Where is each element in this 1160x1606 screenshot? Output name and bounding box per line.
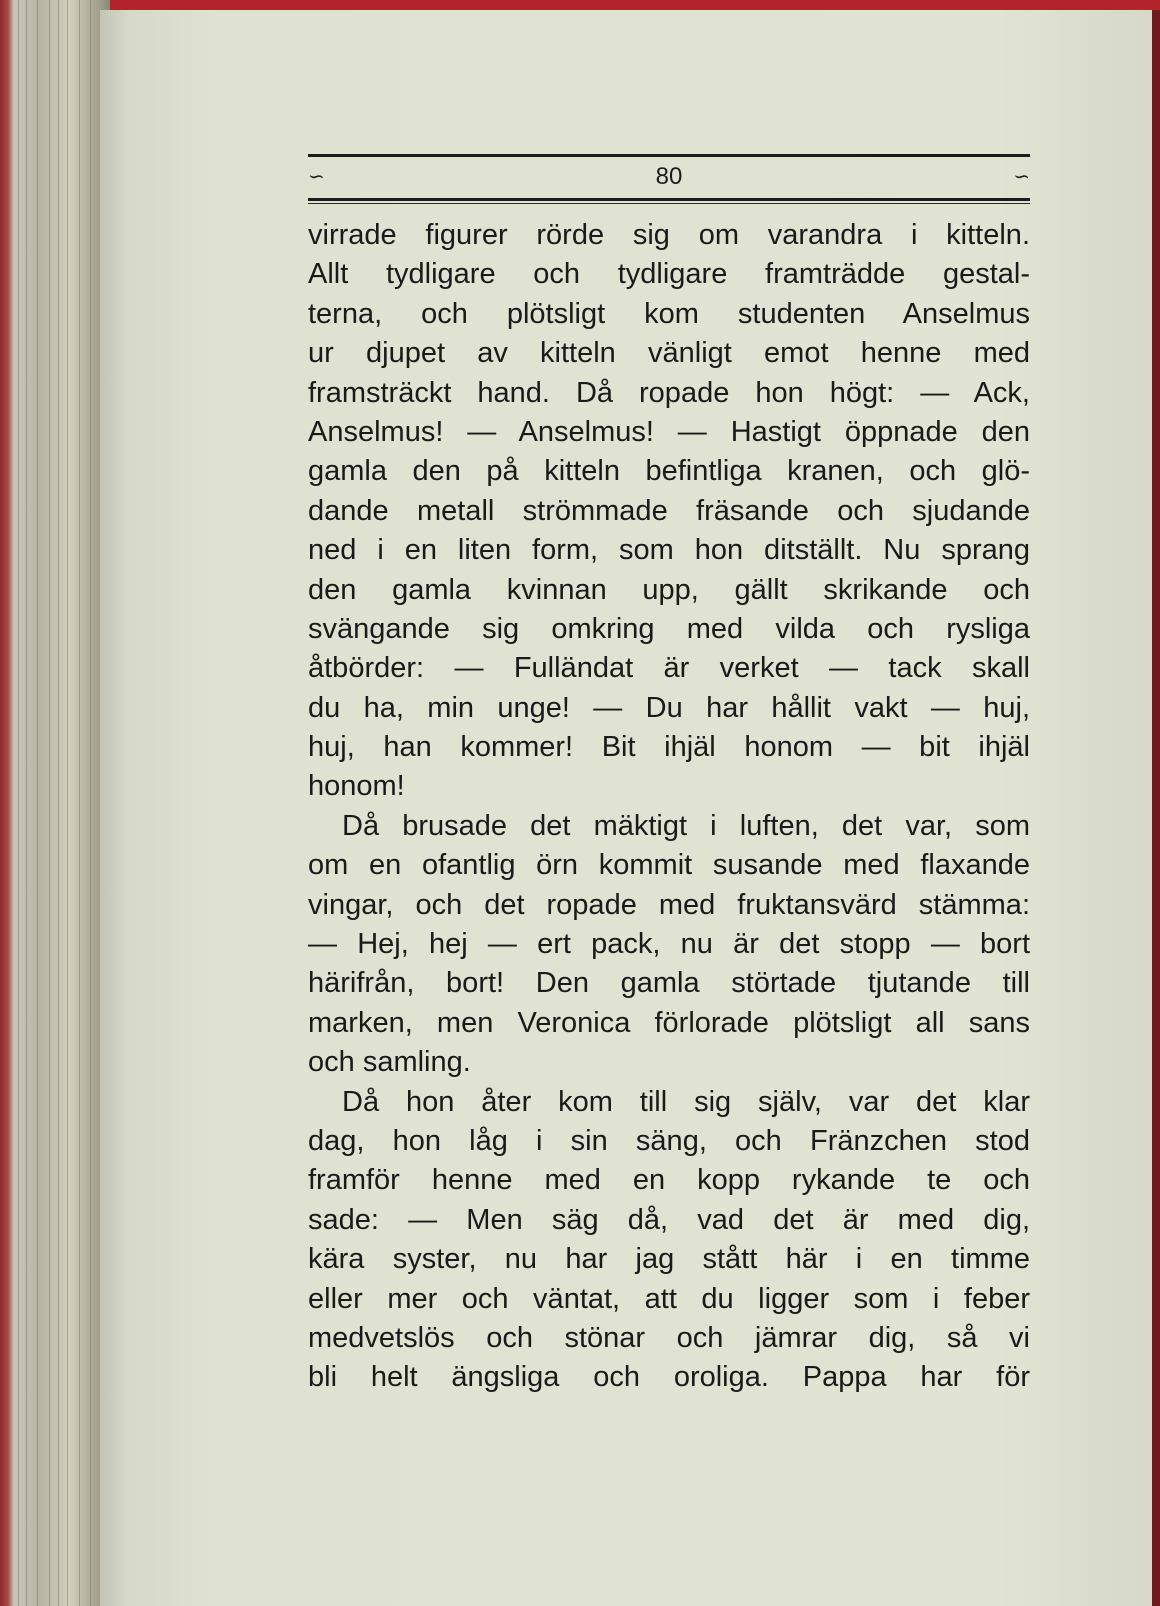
text-line: framsträckt hand. Då ropade hon högt: — Ack, [308, 376, 1030, 409]
text-line: dande metall strömmade fräsande och sjudande [308, 494, 1030, 527]
text-line: den gamla kvinnan upp, gällt skrikande och [308, 573, 1030, 606]
text-line: medvetslös och stönar och jämrar dig, så vi [308, 1321, 1030, 1354]
text-line: huj, han kommer! Bit ihjäl honom — bit ihjäl [308, 731, 1030, 764]
paragraph [308, 807, 1030, 1083]
text-line: åtbörder: — Fulländat är verket — tack skall [308, 652, 1030, 685]
page-number: 80 [655, 163, 683, 190]
text-line: Allt tydligare och tydligare framträdde gestal- [308, 258, 1030, 291]
text-line: honom! [308, 770, 405, 803]
text-line: vingar, och det ropade med fruktansvärd stämma: [308, 888, 1030, 921]
text-line: Då brusade det mäktigt i luften, det var, som [342, 809, 1030, 842]
text-line: gamla den på kitteln befintliga kranen, och glö- [308, 455, 1030, 488]
text-line: marken, men Veronica förlorade plötsligt all sans [308, 1006, 1030, 1039]
paragraph [308, 216, 1030, 807]
text-line: om en ofantlig örn kommit susande med flaxande [308, 849, 1030, 882]
right-ornament-icon: ∽ [1013, 164, 1030, 188]
text-line: — Hej, hej — ert pack, nu är det stopp — bort [308, 928, 1030, 961]
text-line: Då hon åter kom till sig själv, var det klar [342, 1085, 1030, 1118]
header-bottom-thin-rule [308, 203, 1030, 204]
left-ornament-icon: ∽ [308, 164, 325, 188]
text-line: sade: — Men säg då, vad det är med dig, [308, 1203, 1030, 1236]
text-line: du ha, min unge! — Du har hållit vakt — huj, [308, 691, 1030, 724]
book-cover-top-edge [0, 0, 1160, 10]
text-line: kära syster, nu har jag stått här i en timme [308, 1243, 1030, 1276]
text-line: och samling. [308, 1046, 471, 1079]
text-line: terna, och plötsligt kom studenten Anselmus [308, 297, 1030, 330]
text-line: ur djupet av kitteln vänligt emot henne med [308, 337, 1030, 370]
header-top-rule [308, 154, 1030, 157]
text-line: härifrån, bort! Den gamla störtade tjutande till [308, 967, 1030, 1000]
page-header [308, 154, 1030, 206]
text-line: Anselmus! — Anselmus! — Hastigt öppnade den [308, 415, 1030, 448]
text-line: eller mer och väntat, att du ligger som i feber [308, 1282, 1030, 1315]
body-text [308, 216, 1030, 1398]
header-bottom-rule [308, 198, 1030, 201]
text-line: dag, hon låg i sin säng, och Fränzchen stod [308, 1124, 1030, 1157]
text-line: framför henne med en kopp rykande te och [308, 1164, 1030, 1197]
book-page-edges [0, 0, 110, 1606]
text-line: virrade figurer rörde sig om varandra i kitteln. [308, 219, 1030, 251]
text-line: bli helt ängsliga och oroliga. Pappa har för [308, 1361, 1030, 1394]
text-line: svängande sig omkring med vilda och rysliga [308, 612, 1030, 645]
text-line: ned i en liten form, som hon ditställt. Nu sprang [308, 534, 1030, 567]
paragraph [308, 1083, 1030, 1398]
